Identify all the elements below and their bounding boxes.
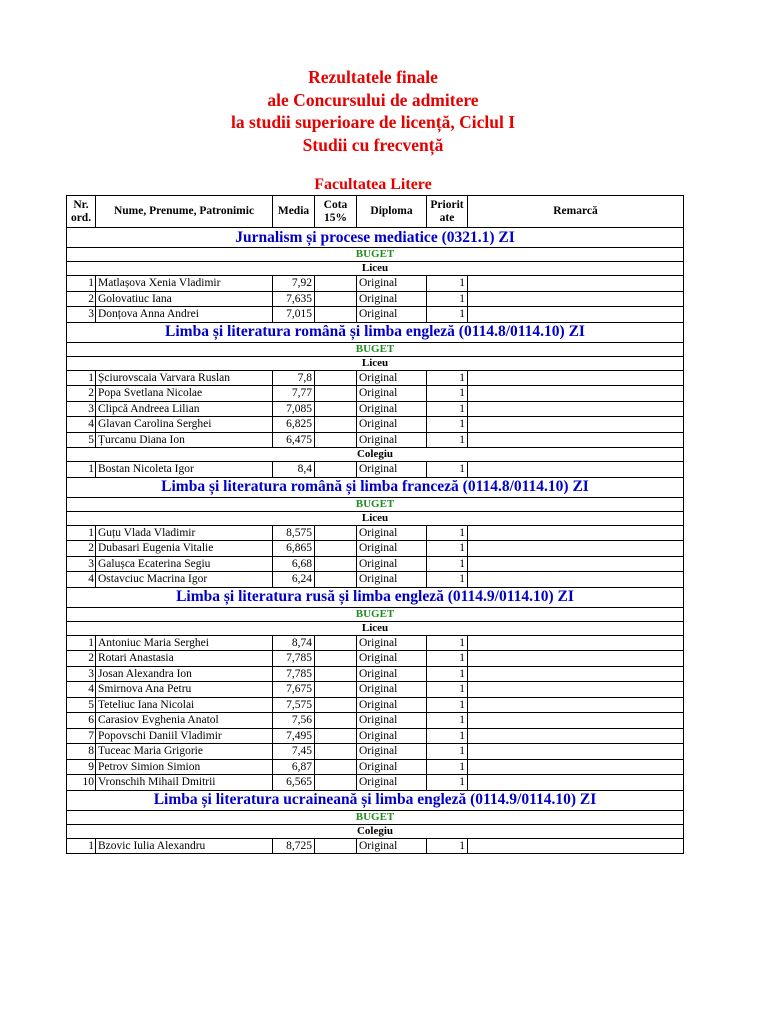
cell-prioritate: 1 (427, 276, 468, 292)
cell-media: 8,725 (273, 838, 315, 854)
cell-name: Șciurovscaia Varvara Ruslan (96, 370, 273, 386)
program-row (67, 587, 684, 607)
funding-row (67, 342, 684, 356)
title-line: Rezultatele finale (308, 67, 438, 87)
program-row (67, 228, 684, 248)
table-row (67, 307, 684, 323)
cell-media: 7,92 (273, 276, 315, 292)
group-label: Liceu (67, 621, 684, 635)
cell-cota (315, 370, 357, 386)
cell-diploma: Original (357, 525, 427, 541)
cell-prioritate: 1 (427, 386, 468, 402)
table-row (67, 682, 684, 698)
cell-prioritate: 1 (427, 541, 468, 557)
table-row (67, 462, 684, 478)
cell-remarca (468, 307, 684, 323)
group-label: Colegiu (67, 824, 684, 838)
cell-cota (315, 541, 357, 557)
cell-diploma: Original (357, 401, 427, 417)
header-nr: Nr. ord. (67, 196, 96, 228)
program-row (67, 322, 684, 342)
cell-media: 6,68 (273, 556, 315, 572)
cell-nr: 4 (67, 572, 96, 588)
table-row (67, 651, 684, 667)
cell-name: Dubasari Eugenia Vitalie (96, 541, 273, 557)
cell-remarca (468, 370, 684, 386)
cell-nr: 7 (67, 728, 96, 744)
cell-cota (315, 775, 357, 791)
table-row (67, 401, 684, 417)
cell-media: 7,675 (273, 682, 315, 698)
cell-name: Teteliuc Iana Nicolai (96, 697, 273, 713)
cell-nr: 2 (67, 386, 96, 402)
cell-name: Vronschih Mihail Dmitrii (96, 775, 273, 791)
cell-media: 6,87 (273, 759, 315, 775)
group-label: Liceu (67, 511, 684, 525)
table-row (67, 635, 684, 651)
cell-name: Galușca Ecaterina Segiu (96, 556, 273, 572)
funding-label: BUGET (67, 607, 684, 621)
results-body (67, 228, 684, 854)
cell-diploma: Original (357, 697, 427, 713)
cell-media: 7,45 (273, 744, 315, 760)
cell-diploma: Original (357, 556, 427, 572)
cell-remarca (468, 728, 684, 744)
header-cota: Cota 15% (315, 196, 357, 228)
cell-nr: 5 (67, 697, 96, 713)
cell-diploma: Original (357, 386, 427, 402)
cell-remarca (468, 525, 684, 541)
cell-media: 7,77 (273, 386, 315, 402)
cell-remarca (468, 697, 684, 713)
cell-name: Glavan Carolina Serghei (96, 417, 273, 433)
cell-remarca (468, 276, 684, 292)
header-diploma: Diploma (357, 196, 427, 228)
cell-diploma: Original (357, 759, 427, 775)
cell-prioritate: 1 (427, 728, 468, 744)
cell-media: 7,015 (273, 307, 315, 323)
cell-name: Bzovic Iulia Alexandru (96, 838, 273, 854)
cell-name: Donțova Anna Andrei (96, 307, 273, 323)
funding-label: BUGET (67, 810, 684, 824)
cell-diploma: Original (357, 651, 427, 667)
cell-prioritate: 1 (427, 432, 468, 448)
cell-prioritate: 1 (427, 666, 468, 682)
cell-nr: 6 (67, 713, 96, 729)
group-label: Liceu (67, 262, 684, 276)
cell-cota (315, 651, 357, 667)
cell-remarca (468, 556, 684, 572)
cell-name: Popa Svetlana Nicolae (96, 386, 273, 402)
cell-name: Golovatiuc Iana (96, 291, 273, 307)
cell-remarca (468, 651, 684, 667)
cell-prioritate: 1 (427, 713, 468, 729)
table-row (67, 432, 684, 448)
table-row (67, 759, 684, 775)
funding-row (67, 607, 684, 621)
cell-name: Ostavciuc Macrina Igor (96, 572, 273, 588)
cell-cota (315, 401, 357, 417)
cell-media: 8,575 (273, 525, 315, 541)
title-line: Studii cu frecvență (302, 134, 444, 155)
cell-cota (315, 666, 357, 682)
document-title (0, 66, 746, 156)
cell-nr: 3 (67, 666, 96, 682)
cell-prioritate: 1 (427, 744, 468, 760)
group-label: Colegiu (67, 448, 684, 462)
cell-nr: 3 (67, 401, 96, 417)
cell-remarca (468, 417, 684, 433)
cell-name: Carasiov Evghenia Anatol (96, 713, 273, 729)
cell-remarca (468, 759, 684, 775)
table-row (67, 572, 684, 588)
cell-nr: 3 (67, 307, 96, 323)
cell-nr: 2 (67, 541, 96, 557)
cell-media: 7,785 (273, 651, 315, 667)
cell-media: 7,785 (273, 666, 315, 682)
group-row (67, 356, 684, 370)
cell-cota (315, 291, 357, 307)
title-line: la studii superioare de licență, Ciclul I (230, 112, 516, 132)
cell-cota (315, 432, 357, 448)
cell-prioritate: 1 (427, 370, 468, 386)
faculty-heading: Facultatea Litere (314, 176, 432, 193)
table-row (67, 291, 684, 307)
cell-name: Clipcă Andreea Lilian (96, 401, 273, 417)
cell-media: 8,74 (273, 635, 315, 651)
cell-media: 7,56 (273, 713, 315, 729)
table-row (67, 276, 684, 292)
cell-prioritate: 1 (427, 572, 468, 588)
header-name: Nume, Prenume, Patronimic (96, 196, 273, 228)
group-row (67, 448, 684, 462)
title-line: ale Concursului de admitere (267, 89, 479, 110)
table-row (67, 697, 684, 713)
funding-row (67, 810, 684, 824)
cell-prioritate: 1 (427, 307, 468, 323)
cell-cota (315, 697, 357, 713)
cell-cota (315, 838, 357, 854)
program-title: Limba și literatura rusă și limba engleză (0114.9/0114.10) ZI (67, 587, 684, 607)
table-row (67, 728, 684, 744)
cell-prioritate: 1 (427, 635, 468, 651)
cell-name: Bostan Nicoleta Igor (96, 462, 273, 478)
cell-nr: 8 (67, 744, 96, 760)
group-row (67, 511, 684, 525)
cell-prioritate: 1 (427, 651, 468, 667)
cell-diploma: Original (357, 462, 427, 478)
cell-cota (315, 728, 357, 744)
cell-name: Guțu Vlada Vladimir (96, 525, 273, 541)
cell-diploma: Original (357, 291, 427, 307)
group-row (67, 262, 684, 276)
funding-row (67, 497, 684, 511)
table-row (67, 370, 684, 386)
cell-remarca (468, 713, 684, 729)
cell-name: Țurcanu Diana Ion (96, 432, 273, 448)
cell-remarca (468, 462, 684, 478)
cell-name: Petrov Simion Simion (96, 759, 273, 775)
group-row (67, 824, 684, 838)
cell-diploma: Original (357, 276, 427, 292)
cell-nr: 3 (67, 556, 96, 572)
cell-remarca (468, 432, 684, 448)
cell-name: Rotari Anastasia (96, 651, 273, 667)
cell-cota (315, 386, 357, 402)
header-prioritate: Priorit ate (427, 196, 468, 228)
cell-diploma: Original (357, 432, 427, 448)
cell-remarca (468, 541, 684, 557)
cell-remarca (468, 682, 684, 698)
cell-name: Smirnova Ana Petru (96, 682, 273, 698)
cell-name: Antoniuc Maria Serghei (96, 635, 273, 651)
cell-diploma: Original (357, 307, 427, 323)
program-title: Limba și literatura română și limba engleză (0114.8/0114.10) ZI (67, 322, 684, 342)
cell-diploma: Original (357, 744, 427, 760)
table-row (67, 417, 684, 433)
cell-remarca (468, 401, 684, 417)
cell-name: Tuceac Maria Grigorie (96, 744, 273, 760)
cell-remarca (468, 386, 684, 402)
cell-prioritate: 1 (427, 525, 468, 541)
cell-prioritate: 1 (427, 775, 468, 791)
cell-diploma: Original (357, 838, 427, 854)
cell-diploma: Original (357, 775, 427, 791)
cell-nr: 5 (67, 432, 96, 448)
cell-nr: 1 (67, 838, 96, 854)
cell-cota (315, 276, 357, 292)
table-row (67, 838, 684, 854)
program-row (67, 790, 684, 810)
cell-media: 6,24 (273, 572, 315, 588)
cell-prioritate: 1 (427, 556, 468, 572)
cell-media: 7,085 (273, 401, 315, 417)
cell-diploma: Original (357, 728, 427, 744)
cell-nr: 9 (67, 759, 96, 775)
cell-nr: 4 (67, 417, 96, 433)
cell-diploma: Original (357, 666, 427, 682)
cell-prioritate: 1 (427, 401, 468, 417)
cell-media: 6,475 (273, 432, 315, 448)
cell-cota (315, 462, 357, 478)
header-remarca: Remarcă (468, 196, 684, 228)
cell-diploma: Original (357, 370, 427, 386)
cell-nr: 10 (67, 775, 96, 791)
cell-nr: 1 (67, 462, 96, 478)
funding-row (67, 248, 684, 262)
cell-prioritate: 1 (427, 759, 468, 775)
cell-remarca (468, 572, 684, 588)
cell-diploma: Original (357, 682, 427, 698)
cell-cota (315, 759, 357, 775)
table-row (67, 541, 684, 557)
funding-label: BUGET (67, 497, 684, 511)
table-row (67, 775, 684, 791)
cell-media: 6,825 (273, 417, 315, 433)
cell-nr: 1 (67, 370, 96, 386)
cell-prioritate: 1 (427, 697, 468, 713)
program-title: Jurnalism și procese mediatice (0321.1) ZI (67, 228, 684, 248)
cell-remarca (468, 635, 684, 651)
cell-diploma: Original (357, 713, 427, 729)
cell-name: Josan Alexandra Ion (96, 666, 273, 682)
cell-cota (315, 744, 357, 760)
table-row (67, 666, 684, 682)
cell-cota (315, 417, 357, 433)
program-title: Limba și literatura ucraineană și limba engleză (0114.9/0114.10) ZI (67, 790, 684, 810)
cell-media: 7,635 (273, 291, 315, 307)
group-label: Liceu (67, 356, 684, 370)
cell-prioritate: 1 (427, 462, 468, 478)
cell-cota (315, 556, 357, 572)
cell-diploma: Original (357, 635, 427, 651)
cell-prioritate: 1 (427, 417, 468, 433)
table-row (67, 525, 684, 541)
cell-nr: 1 (67, 276, 96, 292)
cell-nr: 2 (67, 651, 96, 667)
cell-media: 8,4 (273, 462, 315, 478)
header-media: Media (273, 196, 315, 228)
cell-media: 7,495 (273, 728, 315, 744)
cell-remarca (468, 775, 684, 791)
cell-nr: 1 (67, 525, 96, 541)
cell-prioritate: 1 (427, 291, 468, 307)
cell-cota (315, 525, 357, 541)
cell-diploma: Original (357, 417, 427, 433)
table-row (67, 386, 684, 402)
cell-diploma: Original (357, 541, 427, 557)
cell-name: Popovschi Daniil Vladimir (96, 728, 273, 744)
cell-remarca (468, 666, 684, 682)
cell-cota (315, 572, 357, 588)
cell-prioritate: 1 (427, 838, 468, 854)
cell-name: Matlașova Xenia Vladimir (96, 276, 273, 292)
cell-nr: 1 (67, 635, 96, 651)
cell-cota (315, 713, 357, 729)
cell-cota (315, 635, 357, 651)
table-row (67, 744, 684, 760)
cell-cota (315, 307, 357, 323)
cell-cota (315, 682, 357, 698)
cell-media: 6,865 (273, 541, 315, 557)
funding-label: BUGET (67, 248, 684, 262)
cell-prioritate: 1 (427, 682, 468, 698)
cell-remarca (468, 291, 684, 307)
header-row (67, 196, 684, 228)
cell-media: 6,565 (273, 775, 315, 791)
program-row (67, 477, 684, 497)
cell-diploma: Original (357, 572, 427, 588)
cell-nr: 2 (67, 291, 96, 307)
cell-nr: 4 (67, 682, 96, 698)
funding-label: BUGET (67, 342, 684, 356)
table-row (67, 556, 684, 572)
table-row (67, 713, 684, 729)
program-title: Limba și literatura română și limba franceză (0114.8/0114.10) ZI (67, 477, 684, 497)
results-table (66, 195, 684, 854)
cell-media: 7,8 (273, 370, 315, 386)
cell-media: 7,575 (273, 697, 315, 713)
cell-remarca (468, 838, 684, 854)
group-row (67, 621, 684, 635)
cell-remarca (468, 744, 684, 760)
